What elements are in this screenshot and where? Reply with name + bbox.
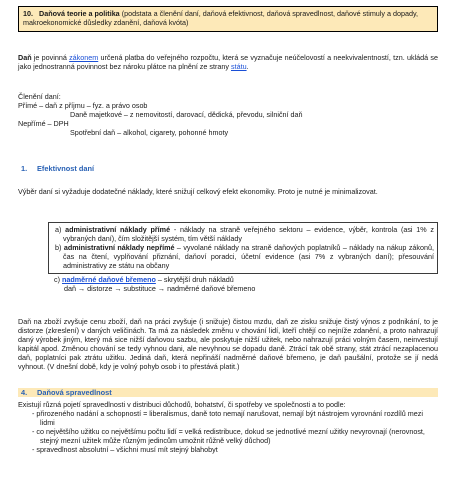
classification-consumption: Spotřební daň – alkohol, cigarety, pohonné hmoty <box>70 128 229 137</box>
section-4-intro: Existují různá pojetí spravedlnosti v distribuci důchodů, bohatství, či spotřeby ve společnosti a to podle: <box>18 400 346 409</box>
item-a-title: administrativní náklady přímé <box>65 225 171 234</box>
classification-property: Daně majetkové – z nemovitostí, darovací, dědická, převodu, silniční daň <box>70 110 303 119</box>
item-b-title: administrativní náklady nepřímé <box>63 243 175 252</box>
item-c-label: c) <box>54 275 60 284</box>
item-a-text: - náklady na straně veřejného sektoru – evidence, výběr, kontrola (asi 1% z vybraných daní), čím složitější systém, tím větší náklady <box>63 225 434 243</box>
classification-title: Členění daní: <box>18 92 61 101</box>
document-page <box>18 6 438 454</box>
topic-header-box <box>18 6 438 32</box>
section-4-title: Daňová spravedlnost <box>37 388 112 397</box>
section-4-bullet-1: - přirozeného nadání a schopností = liberalismus, daně toto nemají narušovat, nemají být nástrojem vyrovnání rozdílů mezi lidmi <box>32 409 423 427</box>
definition-term: Daň <box>18 53 32 62</box>
cost-list-box-a-b <box>48 222 438 274</box>
item-c-chain: daň → distorze → substituce → nadměrné daňové břemeno <box>64 284 256 293</box>
item-b-label: b) <box>55 243 62 252</box>
link-statu[interactable]: státu <box>230 62 247 71</box>
definition-text-1: je povinná <box>33 53 67 62</box>
item-c-title[interactable]: nadměrné daňové břemeno <box>62 275 156 284</box>
topic-description: (podstata a členění daní, daňová efektivnost, daňová spravedlnost, daňové stimuly a dopady, makroekonomické důsledky zdanění, daňová kvóta) <box>23 9 419 28</box>
definition-text-2: určená platba do veřejného rozpočtu, která se vyznačuje neúčelovostí a neekvivalentností, tzn. ukládá se jako jednostranná povinnost bez nároku plátce na plnění ze strany <box>18 53 438 71</box>
section-1-intro: Výběr daní si vyžaduje dodatečné náklady, které snižují celkový efekt ekonomiky. Proto je nutné je minimalizovat. <box>18 187 378 196</box>
classification-block <box>18 92 438 137</box>
cost-item-c <box>48 274 438 293</box>
topic-number: 10. <box>23 9 33 18</box>
section-4-bullet-3: - spravedlnost absolutní – všichni musí mít stejný blahobyt <box>32 445 218 454</box>
topic-title: Daňová teorie a politika <box>39 9 120 18</box>
classification-indirect: Nepřímé – DPH <box>18 119 69 128</box>
section-1-number: 1. <box>21 164 28 173</box>
cost-item-b <box>53 243 434 270</box>
section-4-number: 4. <box>21 388 28 397</box>
link-zakon[interactable]: zákonem <box>69 53 99 62</box>
distortion-paragraph: Daň na zboží zvyšuje cenu zboží, daň na práci zvyšuje (i snižuje) čistou mzdu, daň ze zisku snižuje čistý výnos z podnikání, to je distorze (zkreslení) v daných veličinách. Ta má za následek změnu v chování lidí, kteří chtějí co nejníže zdanění, a proto nahrazují daný výrobek jiným, který má sice nižší daňovou sazbu, ale poskytuje nižší užitek, nebo nahrazují práci volným časem, neinvestují kapitál apod. Změnou chování se tedy vyhnou dani, ale nevyhnou se dopadu daně. Ztrácí tak obě strany, stát ztrácí nezaplacenou daň, poplatníci pak ztrátu užitku. Jediná daň, která nepřináší nadměrné daňové břemeno, je daň paušální, protože se jí nedá vyhnout. (V dnešní době, kdy je volný pohyb osob i to přestává platit.) <box>18 317 438 371</box>
item-a-label: a) <box>55 225 62 234</box>
cost-item-a <box>53 225 434 243</box>
definition-paragraph <box>18 53 438 71</box>
section-1-heading <box>18 164 438 173</box>
section-1-title: Efektivnost daní <box>37 164 95 173</box>
item-c-text: – skrytější druh nákladů <box>157 275 234 284</box>
definition-end: . <box>246 62 249 71</box>
item-b-text: – vyvolané náklady na straně daňových poplatníků – náklady na nákup zákonů, čas na čtení, vyplňování přiznání, daňoví poradci, účetní evidence (asi 7% z vybraných daní); přesouvání administrativy ze státu na občany <box>63 243 434 270</box>
section-4-heading <box>18 388 438 397</box>
classification-direct: Přímé – daň z příjmu – fyz. a právo osob <box>18 101 148 110</box>
section-4-bullet-2: - co největšího užitku co největšímu počtu lidí = velká redistribuce, dokud se jednotlivé mezní užitky nevyrovnají (nerovnost, stejný mezní užitek může různým jedincům umožnit růžně velký důchod) <box>32 427 425 445</box>
cost-list <box>48 222 438 293</box>
section-4-body <box>18 400 438 454</box>
